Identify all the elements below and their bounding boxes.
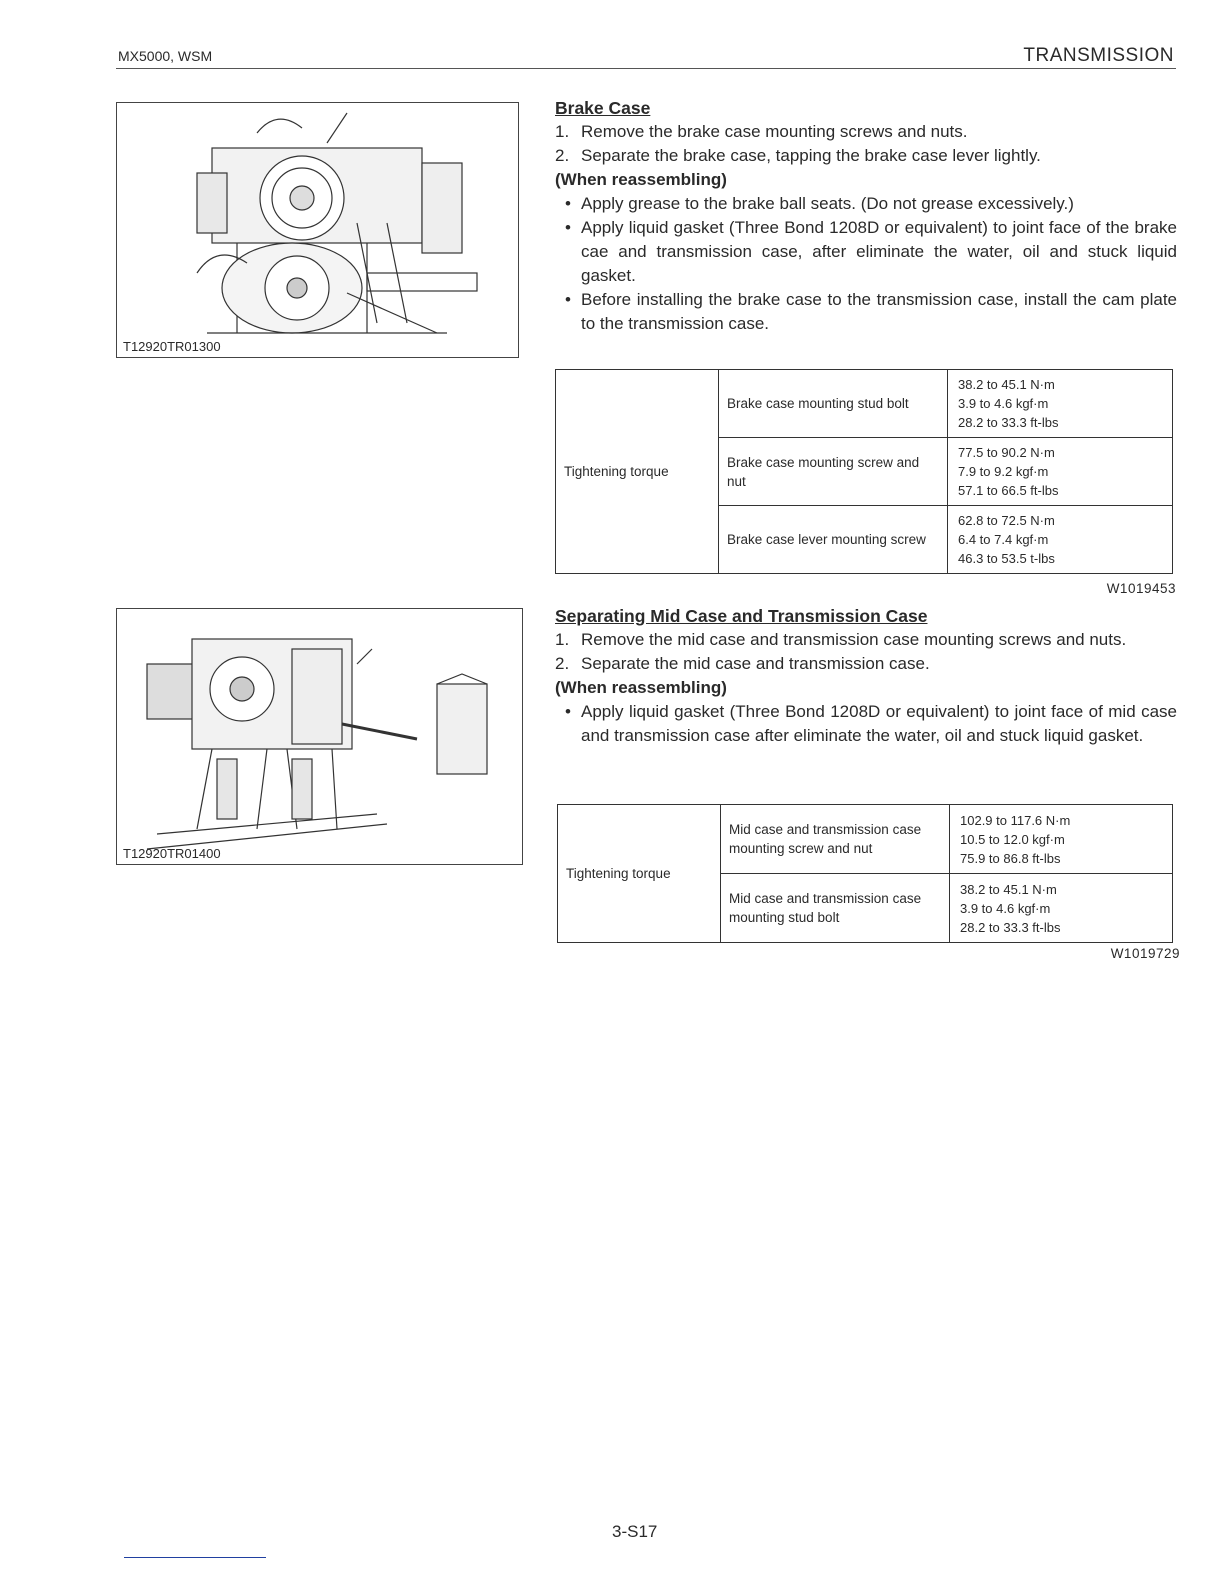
torque-nm: 38.2 to 45.1 N·m	[958, 377, 1055, 392]
section-title: TRANSMISSION	[1023, 45, 1174, 66]
torque-kgfm: 6.4 to 7.4 kgf·m	[958, 532, 1049, 547]
torque-ftlbs: 57.1 to 66.5 ft-lbs	[958, 483, 1059, 498]
table-values	[950, 805, 1173, 874]
mid-case-section	[555, 604, 1177, 748]
figure-brake-case	[116, 102, 519, 358]
torque-ftlbs: 46.3 to 53.5 t-lbs	[958, 551, 1055, 566]
table-values	[950, 874, 1173, 943]
step	[555, 120, 1177, 144]
torque-ftlbs: 28.2 to 33.3 ft-lbs	[960, 919, 1061, 935]
page-number: 3-S17	[612, 1522, 658, 1541]
manual-title: MX5000, WSM	[118, 48, 213, 64]
torque-kgfm: 3.9 to 4.6 kgf·m	[958, 396, 1049, 411]
torque-kgfm: 7.9 to 9.2 kgf·m	[958, 464, 1049, 479]
table-values	[948, 506, 1173, 574]
mid-case-torque-table	[557, 804, 1173, 943]
figure-code: T12920TR01400	[123, 846, 221, 861]
figure-code: T12920TR01300	[123, 339, 221, 354]
step-number: 1.	[555, 122, 570, 141]
reassembling-heading: (When reassembling)	[555, 170, 727, 189]
table-item: Brake case mounting screw and nut	[719, 438, 948, 506]
torque-kgfm: 10.5 to 12.0 kgf·m	[960, 831, 1065, 847]
step-text: Remove the mid case and transmission case mounting screws and nuts.	[581, 630, 1127, 649]
brake-case-illustration-icon	[117, 103, 518, 357]
brake-case-section	[555, 96, 1177, 336]
torque-ftlbs: 28.2 to 33.3 ft-lbs	[958, 415, 1059, 430]
step-text: Separate the brake case, tapping the brake case lever lightly.	[581, 146, 1041, 165]
step	[555, 144, 1177, 168]
torque-ftlbs: 75.9 to 86.8 ft-lbs	[960, 850, 1061, 866]
table-values	[948, 438, 1173, 506]
bullet-item	[555, 288, 1177, 336]
reference-code: W1019453	[1106, 581, 1176, 596]
step	[555, 628, 1177, 652]
bullet-text: Apply grease to the brake ball seats. (Do not grease excessively.)	[581, 194, 1074, 213]
step-number: 2.	[555, 654, 570, 673]
torque-nm: 102.9 to 117.6 N·m	[960, 812, 1071, 828]
reassembling-heading: (When reassembling)	[555, 678, 727, 697]
step-text: Remove the brake case mounting screws and nuts.	[581, 122, 968, 141]
table-item: Mid case and transmission case mounting screw and nut	[721, 805, 950, 874]
table-group-label: Tightening torque	[558, 805, 721, 943]
section-heading: Separating Mid Case and Transmission Case	[555, 606, 928, 626]
table-values	[948, 370, 1173, 438]
table-group-label: Tightening torque	[556, 370, 719, 574]
reference-code: W1019729	[1110, 946, 1180, 961]
bullet-text: Before installing the brake case to the transmission case, install the cam plate to the transmission case.	[581, 290, 1177, 333]
bullet-item	[555, 192, 1177, 216]
table-row	[558, 805, 1173, 874]
bullet-item	[555, 700, 1177, 748]
figure-mid-case	[116, 608, 523, 865]
bullet-icon: •	[565, 218, 571, 237]
brake-case-torque-table	[555, 369, 1173, 574]
header-divider	[116, 68, 1176, 69]
table-item: Brake case mounting stud bolt	[719, 370, 948, 438]
table-item: Mid case and transmission case mounting stud bolt	[721, 874, 950, 943]
step-number: 2.	[555, 146, 570, 165]
step	[555, 652, 1177, 676]
bullet-icon: •	[565, 290, 571, 309]
step-number: 1.	[555, 630, 570, 649]
bullet-text: Apply liquid gasket (Three Bond 1208D or equivalent) to joint face of the brake cae and transmission case, after eliminate the water, oil and stuck liquid gasket.	[581, 218, 1177, 285]
bullet-text: Apply liquid gasket (Three Bond 1208D or equivalent) to joint face of mid case and transmission case after eliminate the water, oil and stuck liquid gasket.	[581, 702, 1177, 745]
torque-nm: 38.2 to 45.1 N·m	[960, 881, 1057, 897]
bullet-item	[555, 216, 1177, 288]
footer-divider	[124, 1557, 266, 1558]
torque-nm: 62.8 to 72.5 N·m	[958, 513, 1055, 528]
section-heading: Brake Case	[555, 98, 651, 118]
torque-nm: 77.5 to 90.2 N·m	[958, 445, 1055, 460]
mid-case-illustration-icon	[117, 609, 522, 864]
table-item: Brake case lever mounting screw	[719, 506, 948, 574]
bullet-icon: •	[565, 702, 571, 721]
step-text: Separate the mid case and transmission case.	[581, 654, 930, 673]
bullet-icon: •	[565, 194, 571, 213]
table-row	[556, 370, 1173, 438]
torque-kgfm: 3.9 to 4.6 kgf·m	[960, 900, 1051, 916]
